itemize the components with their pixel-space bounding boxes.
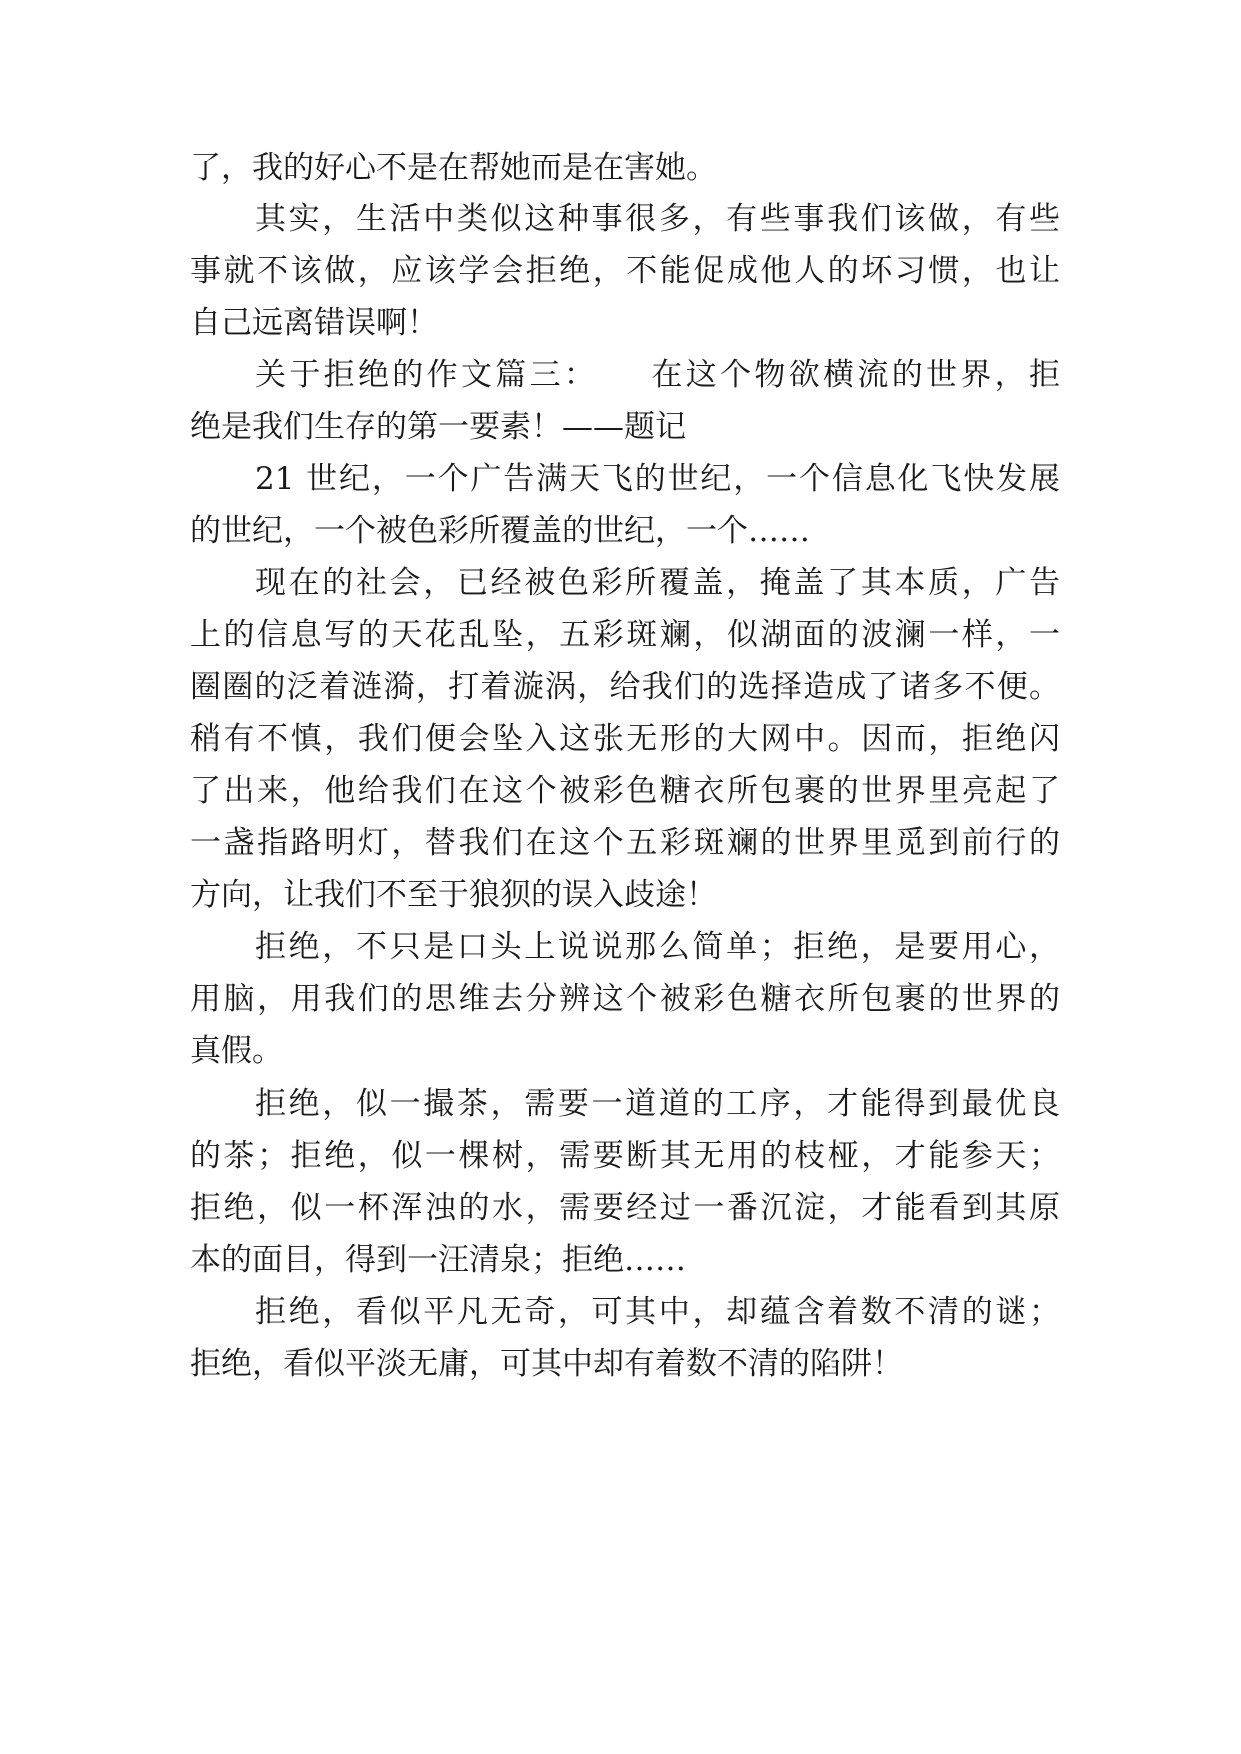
text-line: 拒绝，似一撮茶，需要一道道的工序，才能得到最优良 bbox=[255, 1086, 1060, 1122]
text-line: 拒绝，看似平淡无庸，可其中却有着数不清的陷阱！ bbox=[190, 1346, 903, 1382]
text-line: 的茶；拒绝，似一棵树，需要断其无用的枝桠，才能参天； bbox=[190, 1138, 1060, 1174]
text-line: 一盏指路明灯，替我们在这个五彩斑斓的世界里觅到前行的 bbox=[190, 825, 1060, 861]
text-line: 圈圈的泛着涟漪，打着漩涡，给我们的选择造成了诸多不便。 bbox=[190, 669, 1060, 705]
text-line: 关于拒绝的作文篇三： 在这个物欲横流的世界，拒 bbox=[255, 357, 1060, 393]
text-line: 21 世纪，一个广告满天飞的世纪，一个信息化飞快发展 bbox=[255, 461, 1060, 497]
text-line: 绝是我们生存的第一要素！——题记 bbox=[190, 409, 686, 445]
text-line: 的世纪，一个被色彩所覆盖的世纪，一个…… bbox=[190, 513, 810, 549]
text-line: 稍有不慎，我们便会坠入这张无形的大网中。因而，拒绝闪 bbox=[190, 721, 1060, 757]
text-line: 其实，生活中类似这种事很多，有些事我们该做，有些 bbox=[255, 201, 1060, 237]
text-line: 拒绝，看似平凡无奇，可其中，却蕴含着数不清的谜； bbox=[255, 1294, 1060, 1330]
text-line: 真假。 bbox=[190, 1033, 283, 1069]
text-line: 现在的社会，已经被色彩所覆盖，掩盖了其本质，广告 bbox=[255, 565, 1060, 601]
text-line: 拒绝，似一杯浑浊的水，需要经过一番沉淀，才能看到其原 bbox=[190, 1190, 1060, 1226]
text-line: 方向，让我们不至于狼狈的误入歧途！ bbox=[190, 877, 717, 913]
text-line: 用脑，用我们的思维去分辨这个被彩色糖衣所包裹的世界的 bbox=[190, 981, 1060, 1017]
text-line: 自己远离错误啊！ bbox=[190, 305, 438, 341]
text-line: 上的信息写的天花乱坠，五彩斑斓，似湖面的波澜一样，一 bbox=[190, 617, 1060, 653]
text-line: 拒绝，不只是口头上说说那么简单；拒绝，是要用心， bbox=[255, 929, 1060, 965]
text-line: 事就不该做，应该学会拒绝，不能促成他人的坏习惯，也让 bbox=[190, 253, 1060, 289]
text-line: 了出来，他给我们在这个被彩色糖衣所包裹的世界里亮起了 bbox=[190, 773, 1060, 809]
text-line: 本的面目，得到一汪清泉；拒绝…… bbox=[190, 1242, 686, 1278]
text-line: 了，我的好心不是在帮她而是在害她。 bbox=[190, 150, 717, 186]
